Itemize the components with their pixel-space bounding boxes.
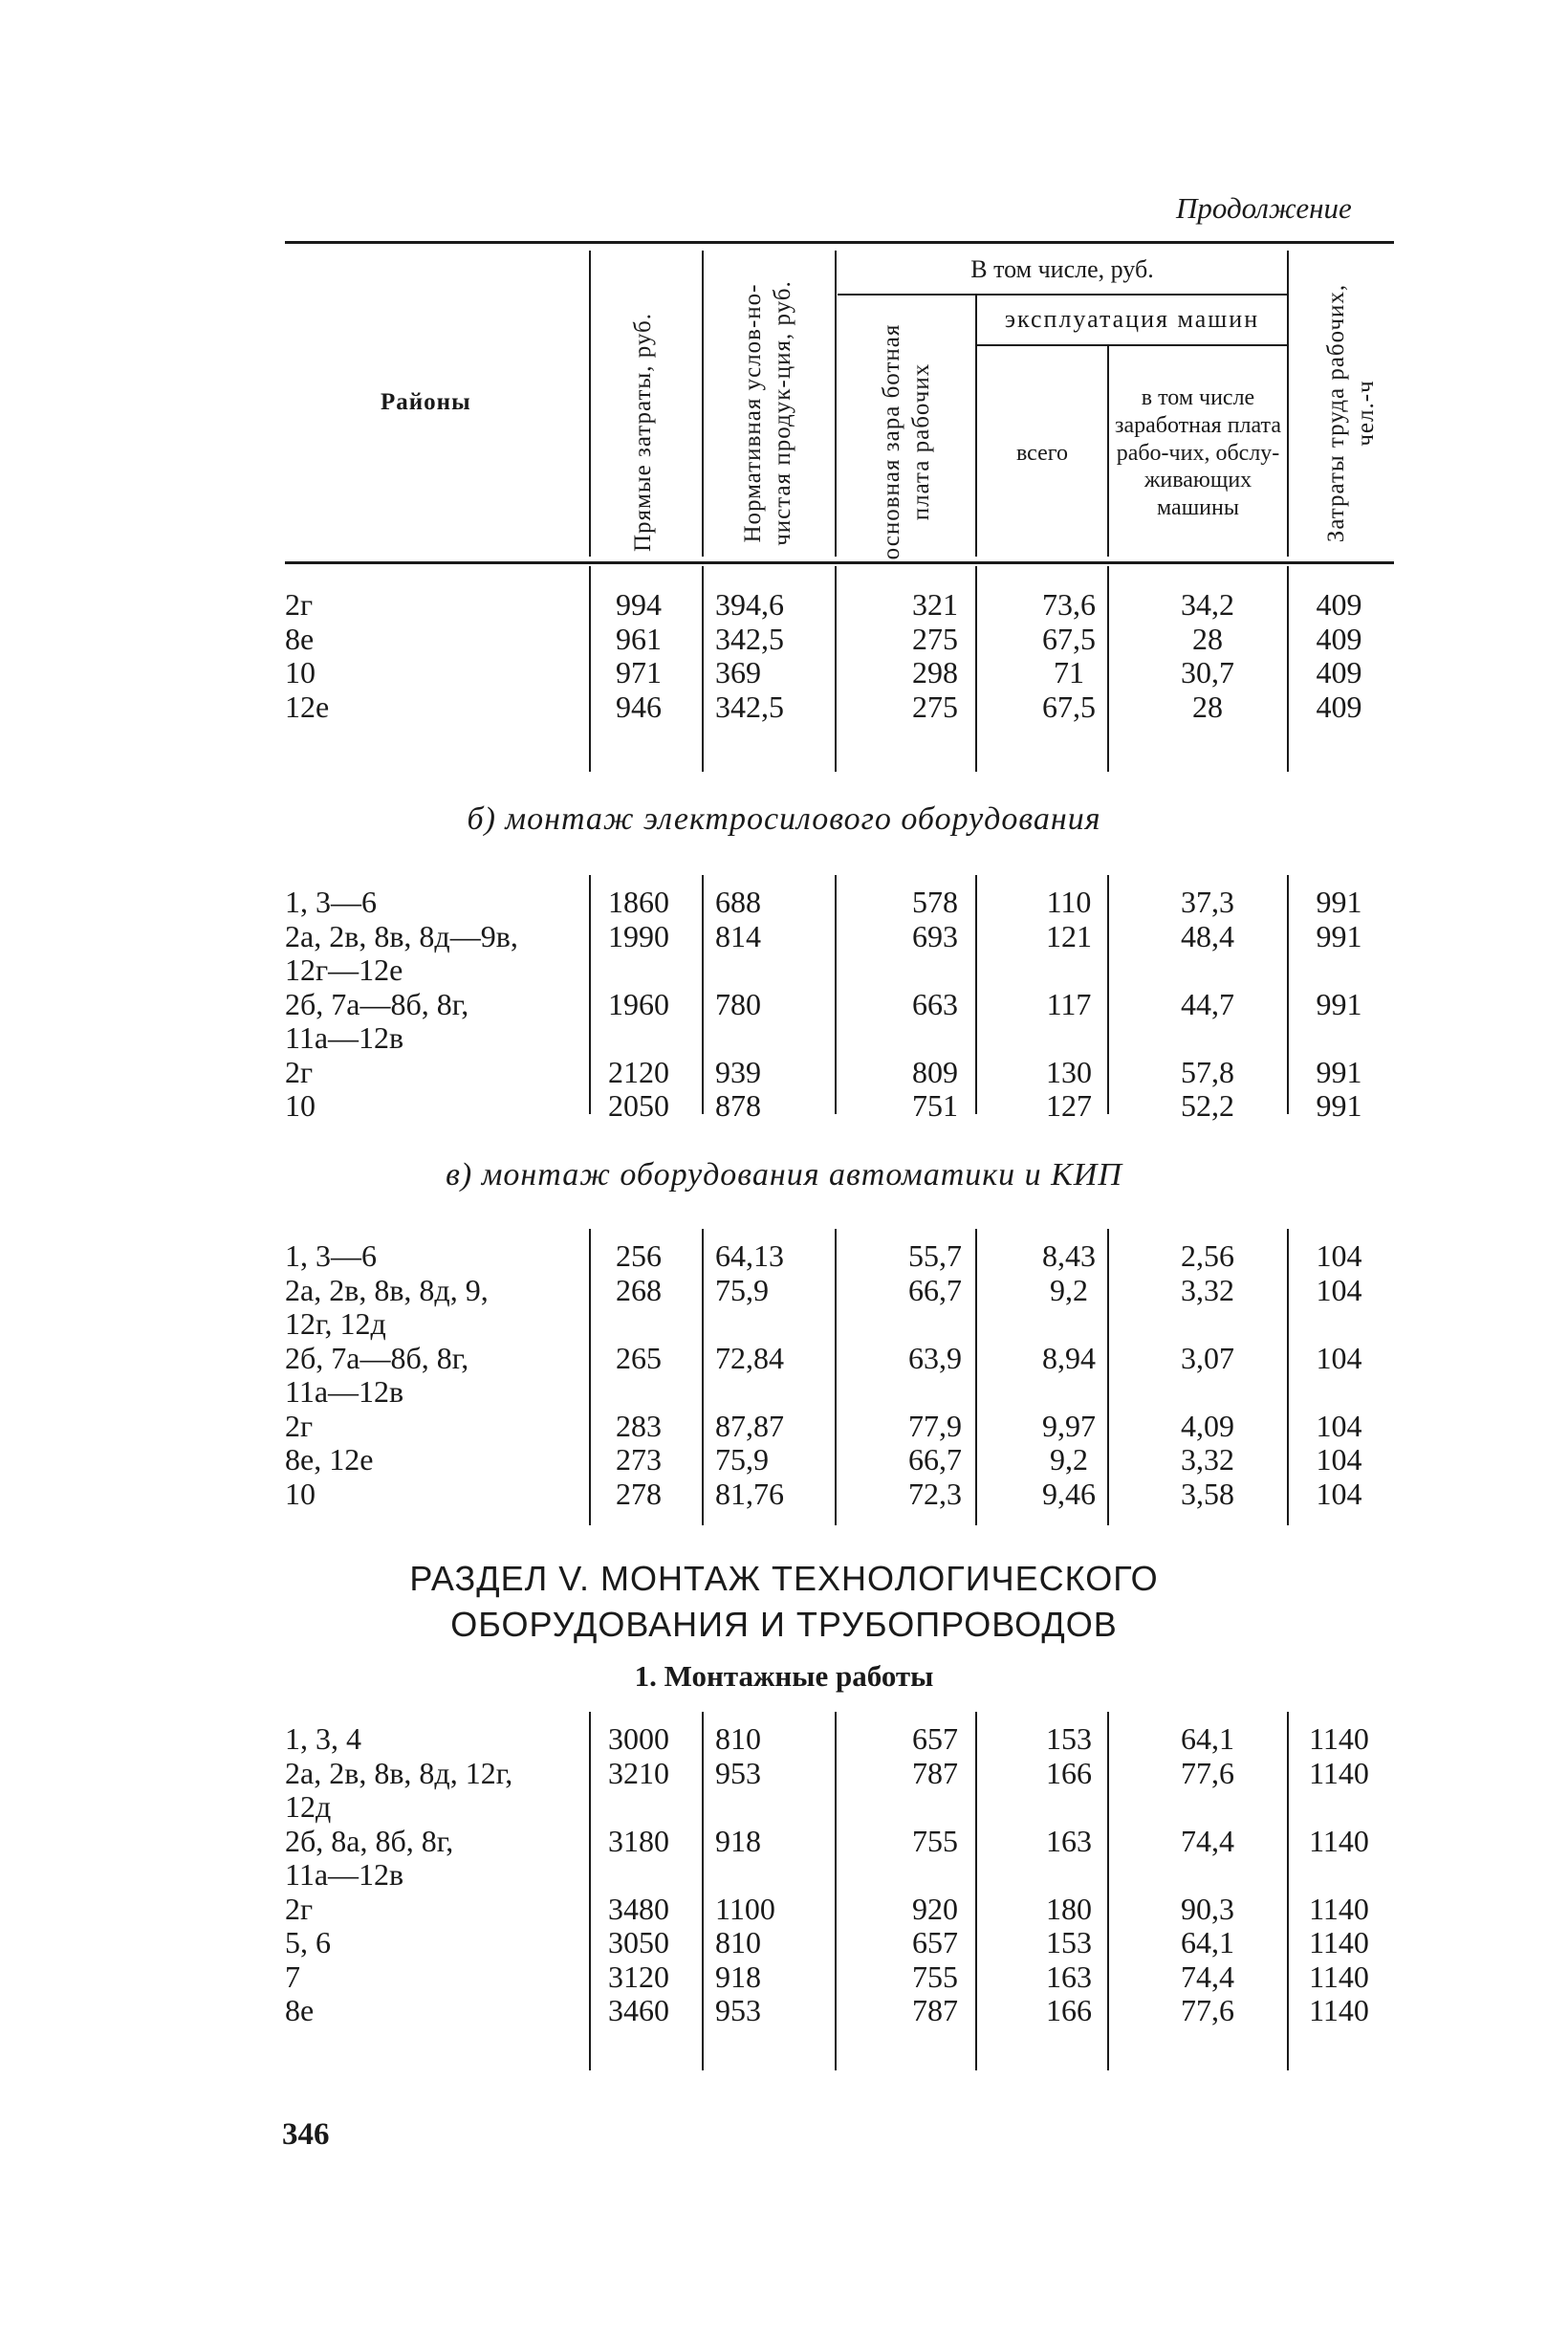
cell-value: 991 — [1316, 1054, 1362, 1089]
cell-value: 48,4 — [1181, 918, 1234, 953]
cell-value: 1140 — [1309, 1925, 1369, 1959]
cell-value: 994 — [616, 587, 662, 622]
cell-value: 991 — [1316, 885, 1362, 919]
cell-value: 3210 — [608, 1755, 669, 1790]
header-divider — [1287, 251, 1289, 557]
cell-value: 878 — [715, 1088, 761, 1123]
cell-value: 810 — [715, 1721, 761, 1756]
header-divider — [835, 251, 837, 557]
cell-value: 73,6 — [1042, 587, 1096, 622]
cell-value: 991 — [1316, 918, 1362, 953]
cell-value: 74,4 — [1181, 1959, 1234, 1994]
cell-region: 1, 3, 4 — [285, 1721, 361, 1756]
cell-value: 1140 — [1309, 1891, 1369, 1926]
cell-value: 278 — [616, 1476, 662, 1511]
cell-value: 9,2 — [1050, 1442, 1088, 1477]
cell-region: 11а—12в — [285, 1857, 404, 1892]
cell-value: 166 — [1046, 1993, 1092, 2027]
cell-value: 369 — [715, 655, 761, 689]
cell-value: 55,7 — [908, 1238, 962, 1273]
cell-value: 74,4 — [1181, 1823, 1234, 1858]
cell-value: 64,13 — [715, 1238, 784, 1273]
cell-value: 163 — [1046, 1959, 1092, 1994]
cell-value: 1140 — [1309, 1823, 1369, 1858]
cell-value: 37,3 — [1181, 885, 1234, 919]
column-divider — [589, 1229, 591, 1525]
cell-value: 34,2 — [1181, 587, 1234, 622]
cell-value: 971 — [616, 655, 662, 689]
cell-value: 409 — [1316, 587, 1362, 622]
cell-region: 1, 3—6 — [285, 1238, 377, 1273]
cell-region: 1, 3—6 — [285, 885, 377, 919]
cell-region: 12г, 12д — [285, 1306, 386, 1341]
cell-value: 44,7 — [1181, 986, 1234, 1021]
cell-value: 2050 — [608, 1088, 669, 1123]
table-c — [285, 1229, 1394, 1533]
cell-value: 1140 — [1309, 1993, 1369, 2027]
cell-value: 787 — [912, 1993, 958, 2027]
cell-value: 953 — [715, 1993, 761, 2027]
cell-region: 12г—12е — [285, 952, 403, 987]
cell-region: 2г — [285, 1891, 314, 1926]
header-divider — [702, 251, 704, 557]
cell-region: 2г — [285, 587, 314, 622]
section-v-title-line2: ОБОРУДОВАНИЯ И ТРУБОПРОВОДОВ — [450, 1605, 1118, 1644]
cell-value: 66,7 — [908, 1442, 962, 1477]
cell-value: 265 — [616, 1340, 662, 1375]
header-normative-net: Нормативная услов-но-чистая продук-ция, руб. — [739, 280, 795, 546]
cell-value: 163 — [1046, 1823, 1092, 1858]
cell-value: 153 — [1046, 1925, 1092, 1959]
cell-value: 918 — [715, 1823, 761, 1858]
cell-value: 1990 — [608, 918, 669, 953]
cell-value: 9,2 — [1050, 1272, 1088, 1307]
cell-value: 342,5 — [715, 689, 784, 724]
cell-value: 166 — [1046, 1755, 1092, 1790]
cell-value: 268 — [616, 1272, 662, 1307]
cell-value: 104 — [1316, 1408, 1362, 1443]
cell-value: 4,09 — [1181, 1408, 1234, 1443]
subsection-title: 1. Монтажные работы — [634, 1659, 934, 1693]
table-b — [285, 875, 1394, 1128]
cell-value: 780 — [715, 986, 761, 1021]
cell-value: 657 — [912, 1721, 958, 1756]
cell-region: 10 — [285, 1476, 316, 1511]
cell-value: 77,9 — [908, 1408, 962, 1443]
cell-value: 3480 — [608, 1891, 669, 1926]
cell-value: 75,9 — [715, 1272, 769, 1307]
cell-value: 72,3 — [908, 1476, 962, 1511]
cell-region: 10 — [285, 1088, 316, 1123]
cell-value: 66,7 — [908, 1272, 962, 1307]
cell-value: 2120 — [608, 1054, 669, 1089]
cell-value: 77,6 — [1181, 1993, 1234, 2027]
header-total: всего — [1015, 440, 1069, 466]
cell-value: 946 — [616, 689, 662, 724]
table-a — [285, 566, 1394, 772]
cell-value: 64,1 — [1181, 1925, 1234, 1959]
cell-region: 2а, 2в, 8в, 8д—9в, — [285, 918, 518, 953]
cell-value: 810 — [715, 1925, 761, 1959]
cell-value: 751 — [912, 1088, 958, 1123]
page-number: 346 — [282, 2117, 330, 2152]
cell-value: 3180 — [608, 1823, 669, 1858]
column-divider — [702, 1712, 704, 2070]
column-divider — [702, 566, 704, 772]
cell-value: 3,32 — [1181, 1442, 1234, 1477]
cell-value: 153 — [1046, 1721, 1092, 1756]
cell-value: 9,46 — [1042, 1476, 1096, 1511]
header-subrule — [838, 294, 1287, 295]
cell-value: 939 — [715, 1054, 761, 1089]
cell-value: 90,3 — [1181, 1891, 1234, 1926]
cell-value: 104 — [1316, 1340, 1362, 1375]
cell-region: 2б, 8а, 8б, 8г, — [285, 1823, 454, 1858]
table-header — [285, 241, 1394, 566]
cell-value: 110 — [1046, 885, 1092, 919]
cell-value: 275 — [912, 621, 958, 656]
cell-value: 104 — [1316, 1272, 1362, 1307]
header-labor-costs: Затраты труда рабочих, чел.-ч — [1322, 283, 1379, 543]
cell-value: 3120 — [608, 1959, 669, 1994]
cell-value: 283 — [616, 1408, 662, 1443]
section-c-title: в) монтаж оборудования автоматики и КИП — [446, 1157, 1122, 1193]
cell-value: 578 — [912, 885, 958, 919]
cell-region: 2г — [285, 1054, 314, 1089]
cell-value: 1140 — [1309, 1755, 1369, 1790]
cell-value: 117 — [1046, 986, 1092, 1021]
cell-value: 30,7 — [1181, 655, 1234, 689]
cell-value: 28 — [1192, 689, 1223, 724]
cell-value: 180 — [1046, 1891, 1092, 1926]
table-d — [285, 1712, 1394, 2070]
cell-value: 918 — [715, 1959, 761, 1994]
cell-value: 63,9 — [908, 1340, 962, 1375]
cell-region: 11а—12в — [285, 1020, 404, 1055]
column-divider — [589, 566, 591, 772]
cell-value: 9,97 — [1042, 1408, 1096, 1443]
cell-value: 52,2 — [1181, 1088, 1234, 1123]
cell-value: 961 — [616, 621, 662, 656]
cell-value: 81,76 — [715, 1476, 784, 1511]
cell-value: 920 — [912, 1891, 958, 1926]
cell-value: 104 — [1316, 1442, 1362, 1477]
cell-value: 121 — [1046, 918, 1092, 953]
cell-value: 72,84 — [715, 1340, 784, 1375]
cell-value: 814 — [715, 918, 761, 953]
header-including: В том числе, руб. — [970, 255, 1154, 284]
cell-value: 3,07 — [1181, 1340, 1234, 1375]
cell-value: 809 — [912, 1054, 958, 1089]
header-divider — [589, 251, 591, 557]
cell-value: 130 — [1046, 1054, 1092, 1089]
cell-value: 1960 — [608, 986, 669, 1021]
cell-value: 394,6 — [715, 587, 784, 622]
column-divider — [589, 875, 591, 1114]
cell-region: 5, 6 — [285, 1925, 331, 1959]
continuation-label: Продолжение — [1176, 191, 1352, 225]
cell-region: 12е — [285, 689, 330, 724]
section-v-title-line1: РАЗДЕЛ V. МОНТАЖ ТЕХНОЛОГИЧЕСКОГО — [409, 1559, 1159, 1598]
cell-region: 2г — [285, 1408, 314, 1443]
header-direct-costs: Прямые затраты, руб. — [630, 312, 657, 553]
cell-value: 787 — [912, 1755, 958, 1790]
header-top-rule — [285, 241, 1394, 244]
cell-region: 2а, 2в, 8в, 8д, 9, — [285, 1272, 489, 1307]
cell-value: 87,87 — [715, 1408, 784, 1443]
cell-value: 2,56 — [1181, 1238, 1234, 1273]
cell-region: 7 — [285, 1959, 300, 1994]
cell-value: 409 — [1316, 689, 1362, 724]
cell-value: 953 — [715, 1755, 761, 1790]
cell-value: 77,6 — [1181, 1755, 1234, 1790]
cell-value: 127 — [1046, 1088, 1092, 1123]
header-machine-operation: эксплуатация машин — [1004, 305, 1260, 334]
header-rayony: Районы — [381, 389, 471, 415]
cell-region: 12д — [285, 1789, 332, 1824]
cell-value: 409 — [1316, 621, 1362, 656]
cell-value: 657 — [912, 1925, 958, 1959]
cell-value: 755 — [912, 1823, 958, 1858]
cell-value: 991 — [1316, 1088, 1362, 1123]
column-divider — [589, 1712, 591, 2070]
header-subrule — [977, 344, 1287, 346]
cell-region: 2б, 7а—8б, 8г, — [285, 986, 469, 1021]
cell-region: 2а, 2в, 8в, 8д, 12г, — [285, 1755, 513, 1790]
cell-value: 342,5 — [715, 621, 784, 656]
cell-value: 1140 — [1309, 1721, 1369, 1756]
cell-value: 409 — [1316, 655, 1362, 689]
cell-value: 755 — [912, 1959, 958, 1994]
cell-value: 693 — [912, 918, 958, 953]
cell-value: 688 — [715, 885, 761, 919]
cell-region: 8е — [285, 621, 315, 656]
cell-region: 8е — [285, 1993, 315, 2027]
cell-value: 3,32 — [1181, 1272, 1234, 1307]
cell-value: 3,58 — [1181, 1476, 1234, 1511]
cell-value: 3050 — [608, 1925, 669, 1959]
cell-value: 67,5 — [1042, 621, 1096, 656]
cell-value: 57,8 — [1181, 1054, 1234, 1089]
cell-value: 298 — [912, 655, 958, 689]
column-divider — [702, 875, 704, 1114]
column-divider — [702, 1229, 704, 1525]
cell-value: 991 — [1316, 986, 1362, 1021]
cell-value: 28 — [1192, 621, 1223, 656]
cell-region: 2б, 7а—8б, 8г, — [285, 1340, 469, 1375]
cell-region: 8е, 12е — [285, 1442, 374, 1477]
header-bottom-rule — [285, 561, 1394, 564]
cell-value: 321 — [912, 587, 958, 622]
cell-value: 64,1 — [1181, 1721, 1234, 1756]
cell-value: 1100 — [715, 1891, 775, 1926]
cell-value: 275 — [912, 689, 958, 724]
cell-value: 256 — [616, 1238, 662, 1273]
header-base-wage: основная зара ботная плата рабочих — [878, 323, 934, 560]
cell-value: 8,94 — [1042, 1340, 1096, 1375]
cell-value: 67,5 — [1042, 689, 1096, 724]
cell-value: 104 — [1316, 1238, 1362, 1273]
cell-region: 11а—12в — [285, 1374, 404, 1409]
cell-value: 663 — [912, 986, 958, 1021]
cell-value: 273 — [616, 1442, 662, 1477]
cell-value: 75,9 — [715, 1442, 769, 1477]
cell-value: 1140 — [1309, 1959, 1369, 1994]
header-incl-wage: в том числе заработная плата рабо-чих, обслу-живающих машины — [1115, 385, 1281, 521]
cell-value: 71 — [1054, 655, 1084, 689]
cell-value: 3000 — [608, 1721, 669, 1756]
cell-value: 3460 — [608, 1993, 669, 2027]
cell-value: 1860 — [608, 885, 669, 919]
section-b-title: б) монтаж электросилового оборудования — [467, 801, 1101, 837]
cell-value: 8,43 — [1042, 1238, 1096, 1273]
cell-region: 10 — [285, 655, 316, 689]
cell-value: 104 — [1316, 1476, 1362, 1511]
